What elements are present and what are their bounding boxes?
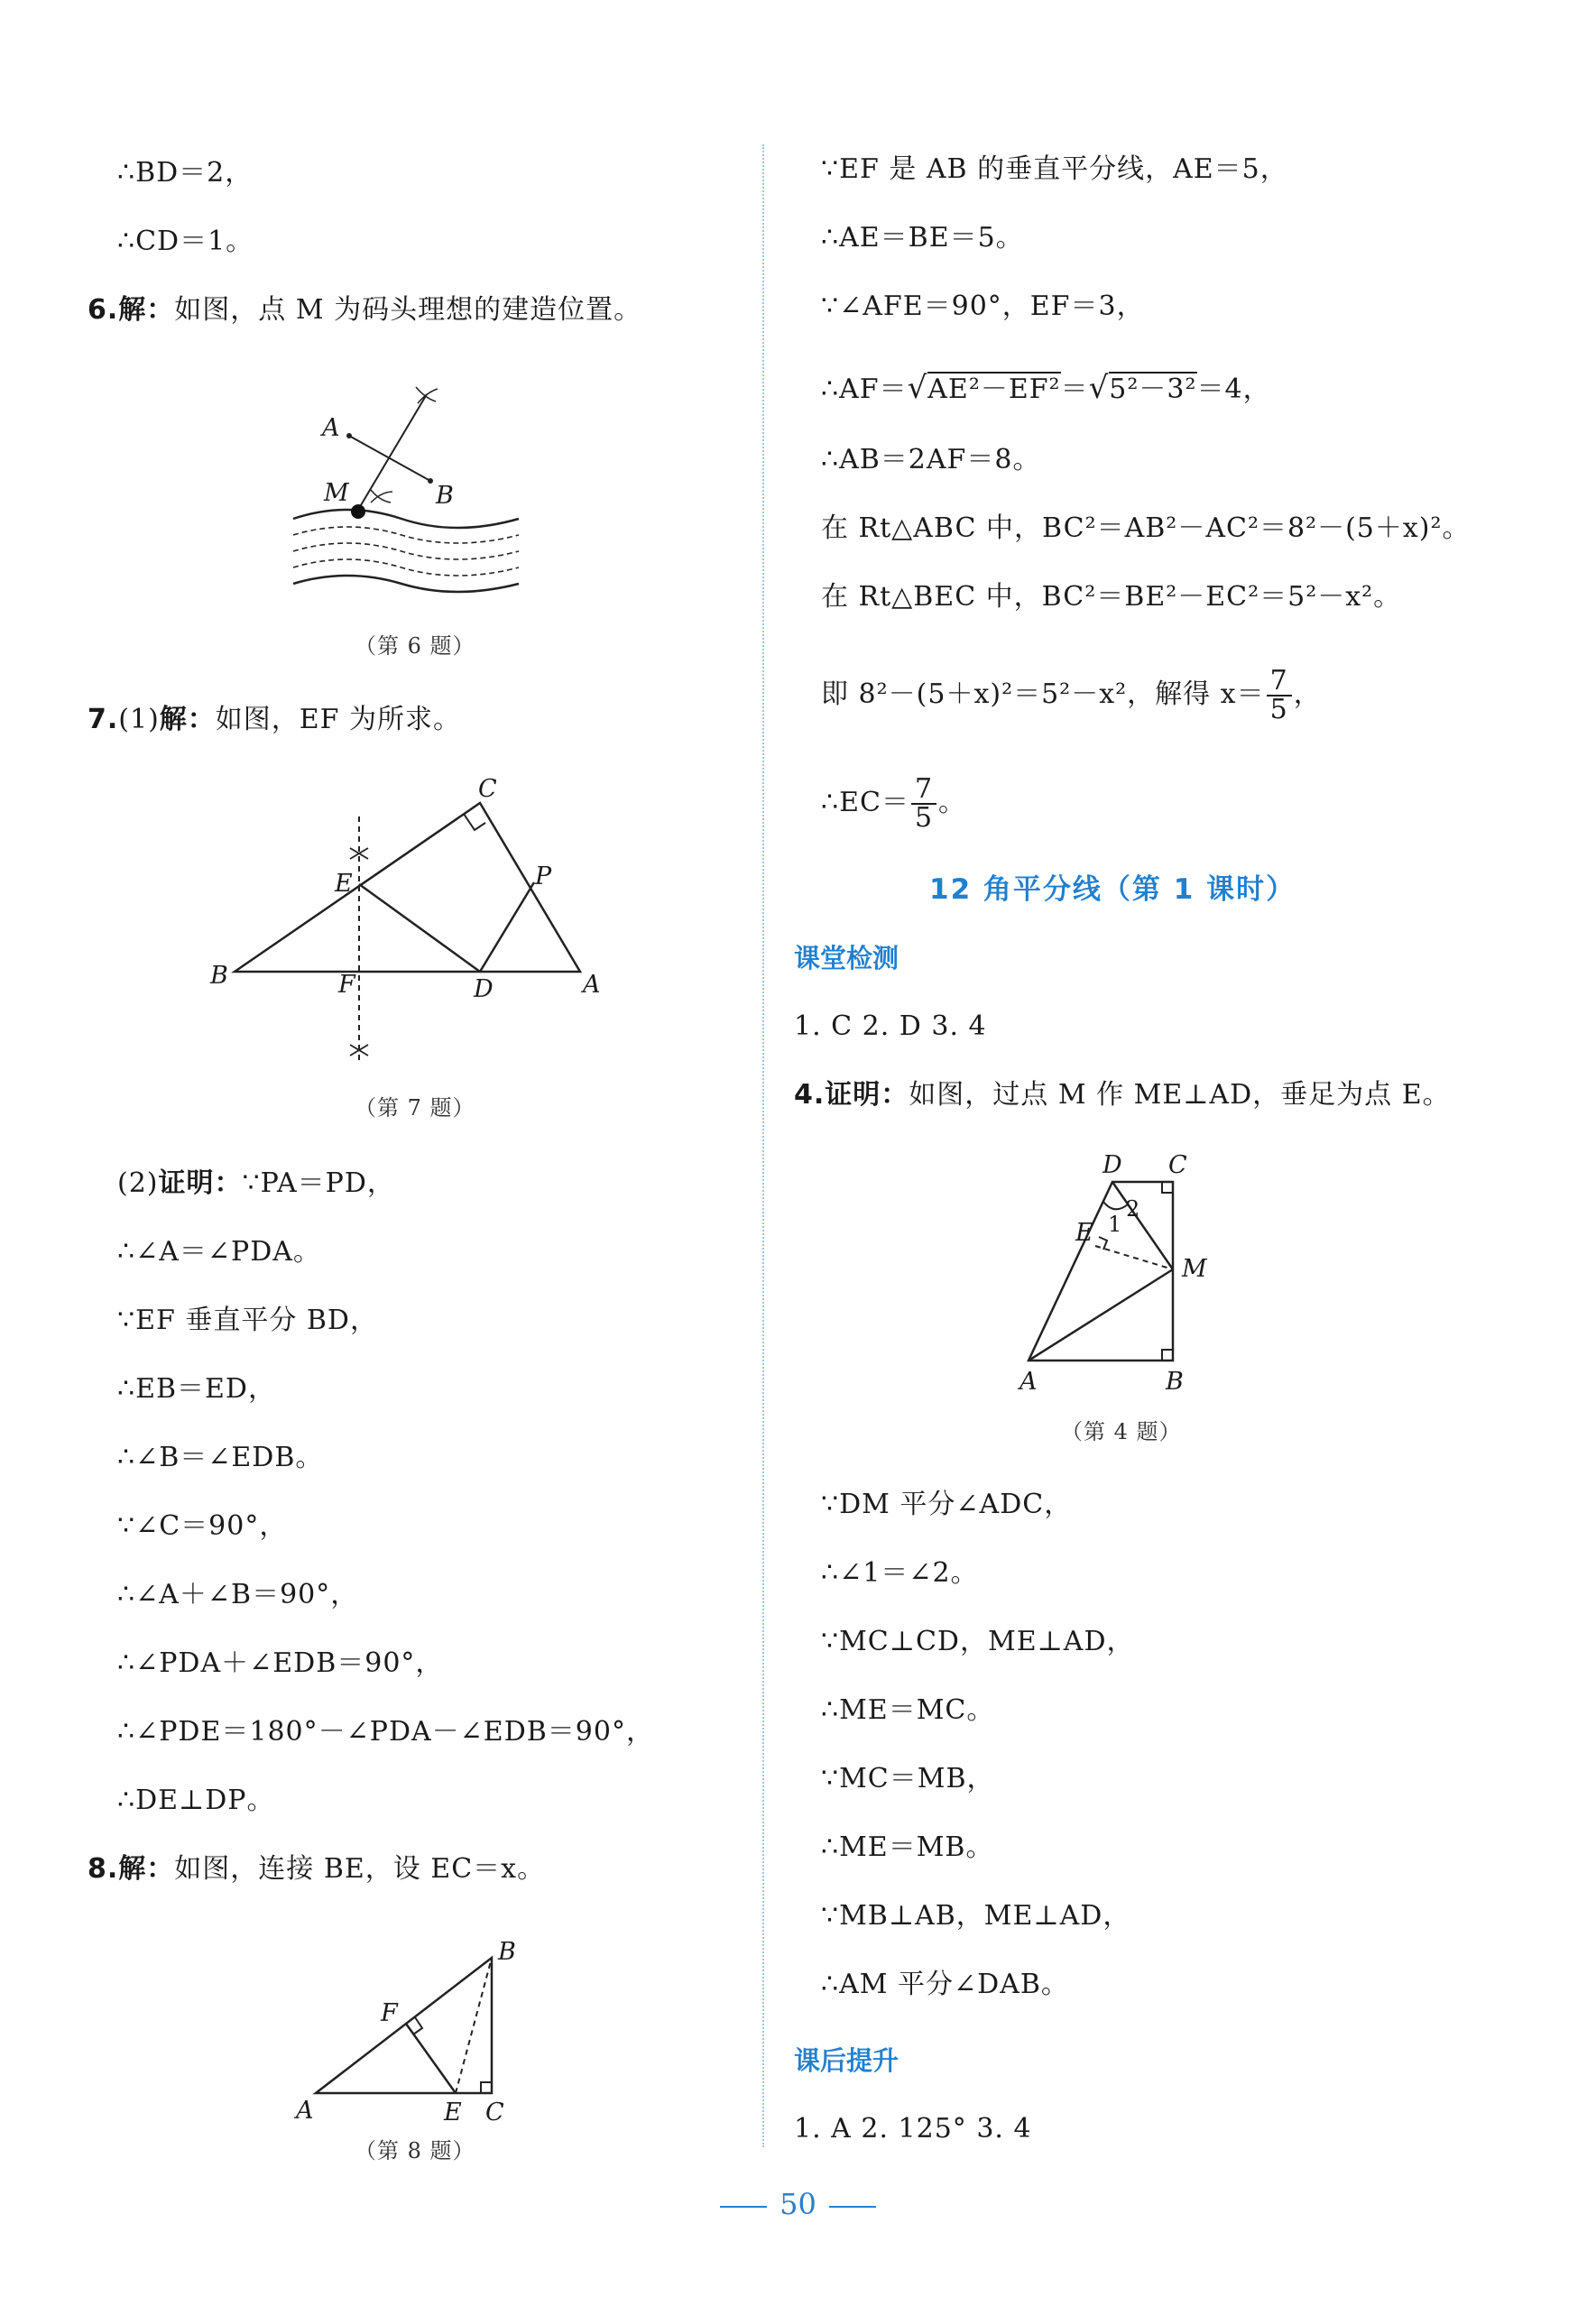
point-label: A — [1019, 1368, 1038, 1396]
point-label: C — [485, 2099, 504, 2126]
point-label: F — [338, 971, 355, 999]
text-line: ∵∠AFE＝90°，EF＝3， — [821, 291, 1145, 322]
point-label: E — [1075, 1219, 1093, 1247]
page-number-dash — [829, 2206, 876, 2208]
proof-line: ∴∠PDE＝180°－∠PDA－∠EDB＝90°， — [117, 1716, 654, 1748]
point-label: A — [583, 971, 601, 999]
proof-line: ∵MC⊥CD，ME⊥AD， — [821, 1626, 1135, 1657]
figure-7 — [203, 776, 627, 1074]
proof-line: ∵DM 平分∠ADC， — [821, 1489, 1073, 1520]
proof-line: ∴ME＝MB。 — [821, 1831, 994, 1863]
proof-line: ∴∠PDA＋∠EDB＝90°， — [117, 1647, 444, 1679]
question-6 — [88, 292, 641, 328]
text-line-sqrt — [821, 370, 1271, 408]
text-segment: 即 8²－(5＋x)²＝5²－x²，解得 x＝ — [821, 678, 1265, 710]
text-line: 在 Rt△ABC 中，BC²＝AB²－AC²＝8²－(5＋x)²。 — [821, 512, 1471, 544]
proof-line: ∴∠A＝∠PDA。 — [117, 1236, 321, 1268]
answer-label: 解： — [118, 1853, 175, 1885]
subsection-title: 课后提升 — [794, 2045, 899, 2076]
radicand: 5²－3² — [1109, 374, 1197, 405]
denominator: 5 — [914, 802, 934, 834]
answer-label: 解： — [159, 704, 216, 735]
page-number-text: 50 — [780, 2187, 816, 2221]
question-number: 6. — [88, 294, 119, 326]
text-segment: ∴EC＝ — [821, 787, 909, 818]
point-label: B — [210, 962, 228, 990]
point-label: P — [535, 863, 552, 890]
point-label: C — [478, 776, 497, 803]
proof-line: ∴ME＝MC。 — [821, 1694, 995, 1726]
proof-line: ∴DE⊥DP。 — [117, 1785, 275, 1816]
part-label: (1) — [118, 704, 160, 735]
proof-line: ∵MC＝MB， — [821, 1763, 995, 1794]
proof-line: ∴∠A＋∠B＝90°， — [117, 1579, 359, 1610]
figure-caption: （第 8 题） — [355, 2138, 475, 2163]
question-text: 如图，点 M 为码头理想的建造位置。 — [174, 294, 642, 326]
radicand: AE²－EF² — [927, 374, 1061, 405]
question-number: 8. — [88, 1853, 119, 1885]
point-label: D — [1102, 1151, 1122, 1179]
point-label: A — [322, 414, 340, 442]
answers-line: 1. A 2. 125° 3. 4 — [794, 2113, 1032, 2145]
section-title: 12 角平分线（第 1 课时） — [929, 873, 1296, 906]
subsection-title: 课堂检测 — [794, 943, 899, 973]
question-8 — [88, 1851, 545, 1887]
text-line: ∴AE＝BE＝5。 — [821, 222, 1024, 254]
denominator: 5 — [1269, 694, 1288, 725]
figure-caption: （第 6 题） — [355, 633, 475, 659]
text-line: ∴BD＝2， — [117, 157, 254, 189]
question-text: 如图，过点 M 作 ME⊥AD，垂足为点 E。 — [909, 1079, 1451, 1111]
sqrt-sign: √ — [1088, 370, 1110, 406]
question-text: 如图，EF 为所求。 — [215, 704, 462, 735]
proof-label: 证明： — [825, 1079, 909, 1111]
proof-line: ∴∠B＝∠EDB。 — [117, 1442, 324, 1473]
numerator: 7 — [1267, 668, 1292, 696]
point-label: E — [335, 870, 353, 898]
question-number: 4. — [794, 1079, 826, 1111]
point-label: M — [324, 479, 349, 507]
proof-line: ∵EF 垂直平分 BD， — [117, 1305, 378, 1336]
proof-line: ∵∠C＝90°， — [117, 1510, 288, 1542]
question-text: 如图，连接 BE，设 EC＝x。 — [174, 1853, 546, 1885]
text-line: ∴AB＝2AF＝8。 — [821, 444, 1041, 475]
sqrt-sign: √ — [907, 370, 928, 406]
point-label: F — [381, 1999, 398, 2027]
proof-line: ∴∠1＝∠2。 — [821, 1557, 979, 1589]
text-line-fraction — [821, 665, 1322, 725]
answer-label: 解： — [118, 294, 175, 326]
point-label: M — [1182, 1255, 1207, 1283]
text-line: ∵EF 是 AB 的垂直平分线，AE＝5， — [821, 153, 1288, 185]
text-segment: ∴AF＝ — [821, 374, 908, 405]
text-segment: ， — [1293, 678, 1322, 710]
figure-4 — [1001, 1150, 1218, 1403]
point-label: A — [296, 2097, 314, 2125]
question-number: 7. — [88, 704, 119, 735]
question-7 — [88, 702, 461, 738]
angle-label: 2 — [1126, 1196, 1140, 1222]
fraction — [1267, 665, 1292, 725]
page-number-dash — [720, 2206, 767, 2208]
angle-label: 1 — [1108, 1212, 1122, 1237]
part-label: (2) — [117, 1167, 159, 1199]
text-segment: 。 — [938, 787, 967, 818]
figure-caption: （第 4 题） — [1061, 1419, 1182, 1444]
proof-line: ∵MB⊥AB，ME⊥AD， — [821, 1900, 1131, 1932]
numerator: 7 — [911, 776, 936, 805]
point-label: D — [474, 975, 494, 1003]
column-divider — [762, 144, 764, 2147]
point-label: E — [444, 2099, 462, 2126]
fraction — [911, 773, 936, 834]
point-label: C — [1168, 1151, 1187, 1179]
point-label: B — [498, 1938, 516, 1966]
text-segment: ＝4， — [1196, 374, 1271, 405]
figure-8 — [289, 1931, 550, 2129]
proof-line: ∴EB＝ED， — [117, 1373, 276, 1405]
text-line: 在 Rt△BEC 中，BC²＝BE²－EC²＝5²－x²。 — [821, 581, 1402, 613]
answers-line: 1. C 2. D 3. 4 — [794, 1010, 987, 1042]
point-label: B — [1166, 1368, 1184, 1396]
proof-text: ∵PA＝PD， — [242, 1167, 395, 1199]
text-line: ∴CD＝1。 — [117, 226, 254, 257]
page-number — [0, 2187, 1596, 2221]
question-4 — [794, 1077, 1451, 1113]
figure-6 — [284, 374, 528, 609]
proof-label: 证明： — [158, 1167, 243, 1199]
text-line-fraction — [821, 773, 967, 834]
text-segment: ＝ — [1060, 374, 1089, 405]
figure-caption: （第 7 题） — [355, 1095, 475, 1121]
proof-line: ∴AM 平分∠DAB。 — [821, 1969, 1069, 2000]
proof-line — [117, 1166, 395, 1202]
point-label: B — [436, 482, 454, 510]
